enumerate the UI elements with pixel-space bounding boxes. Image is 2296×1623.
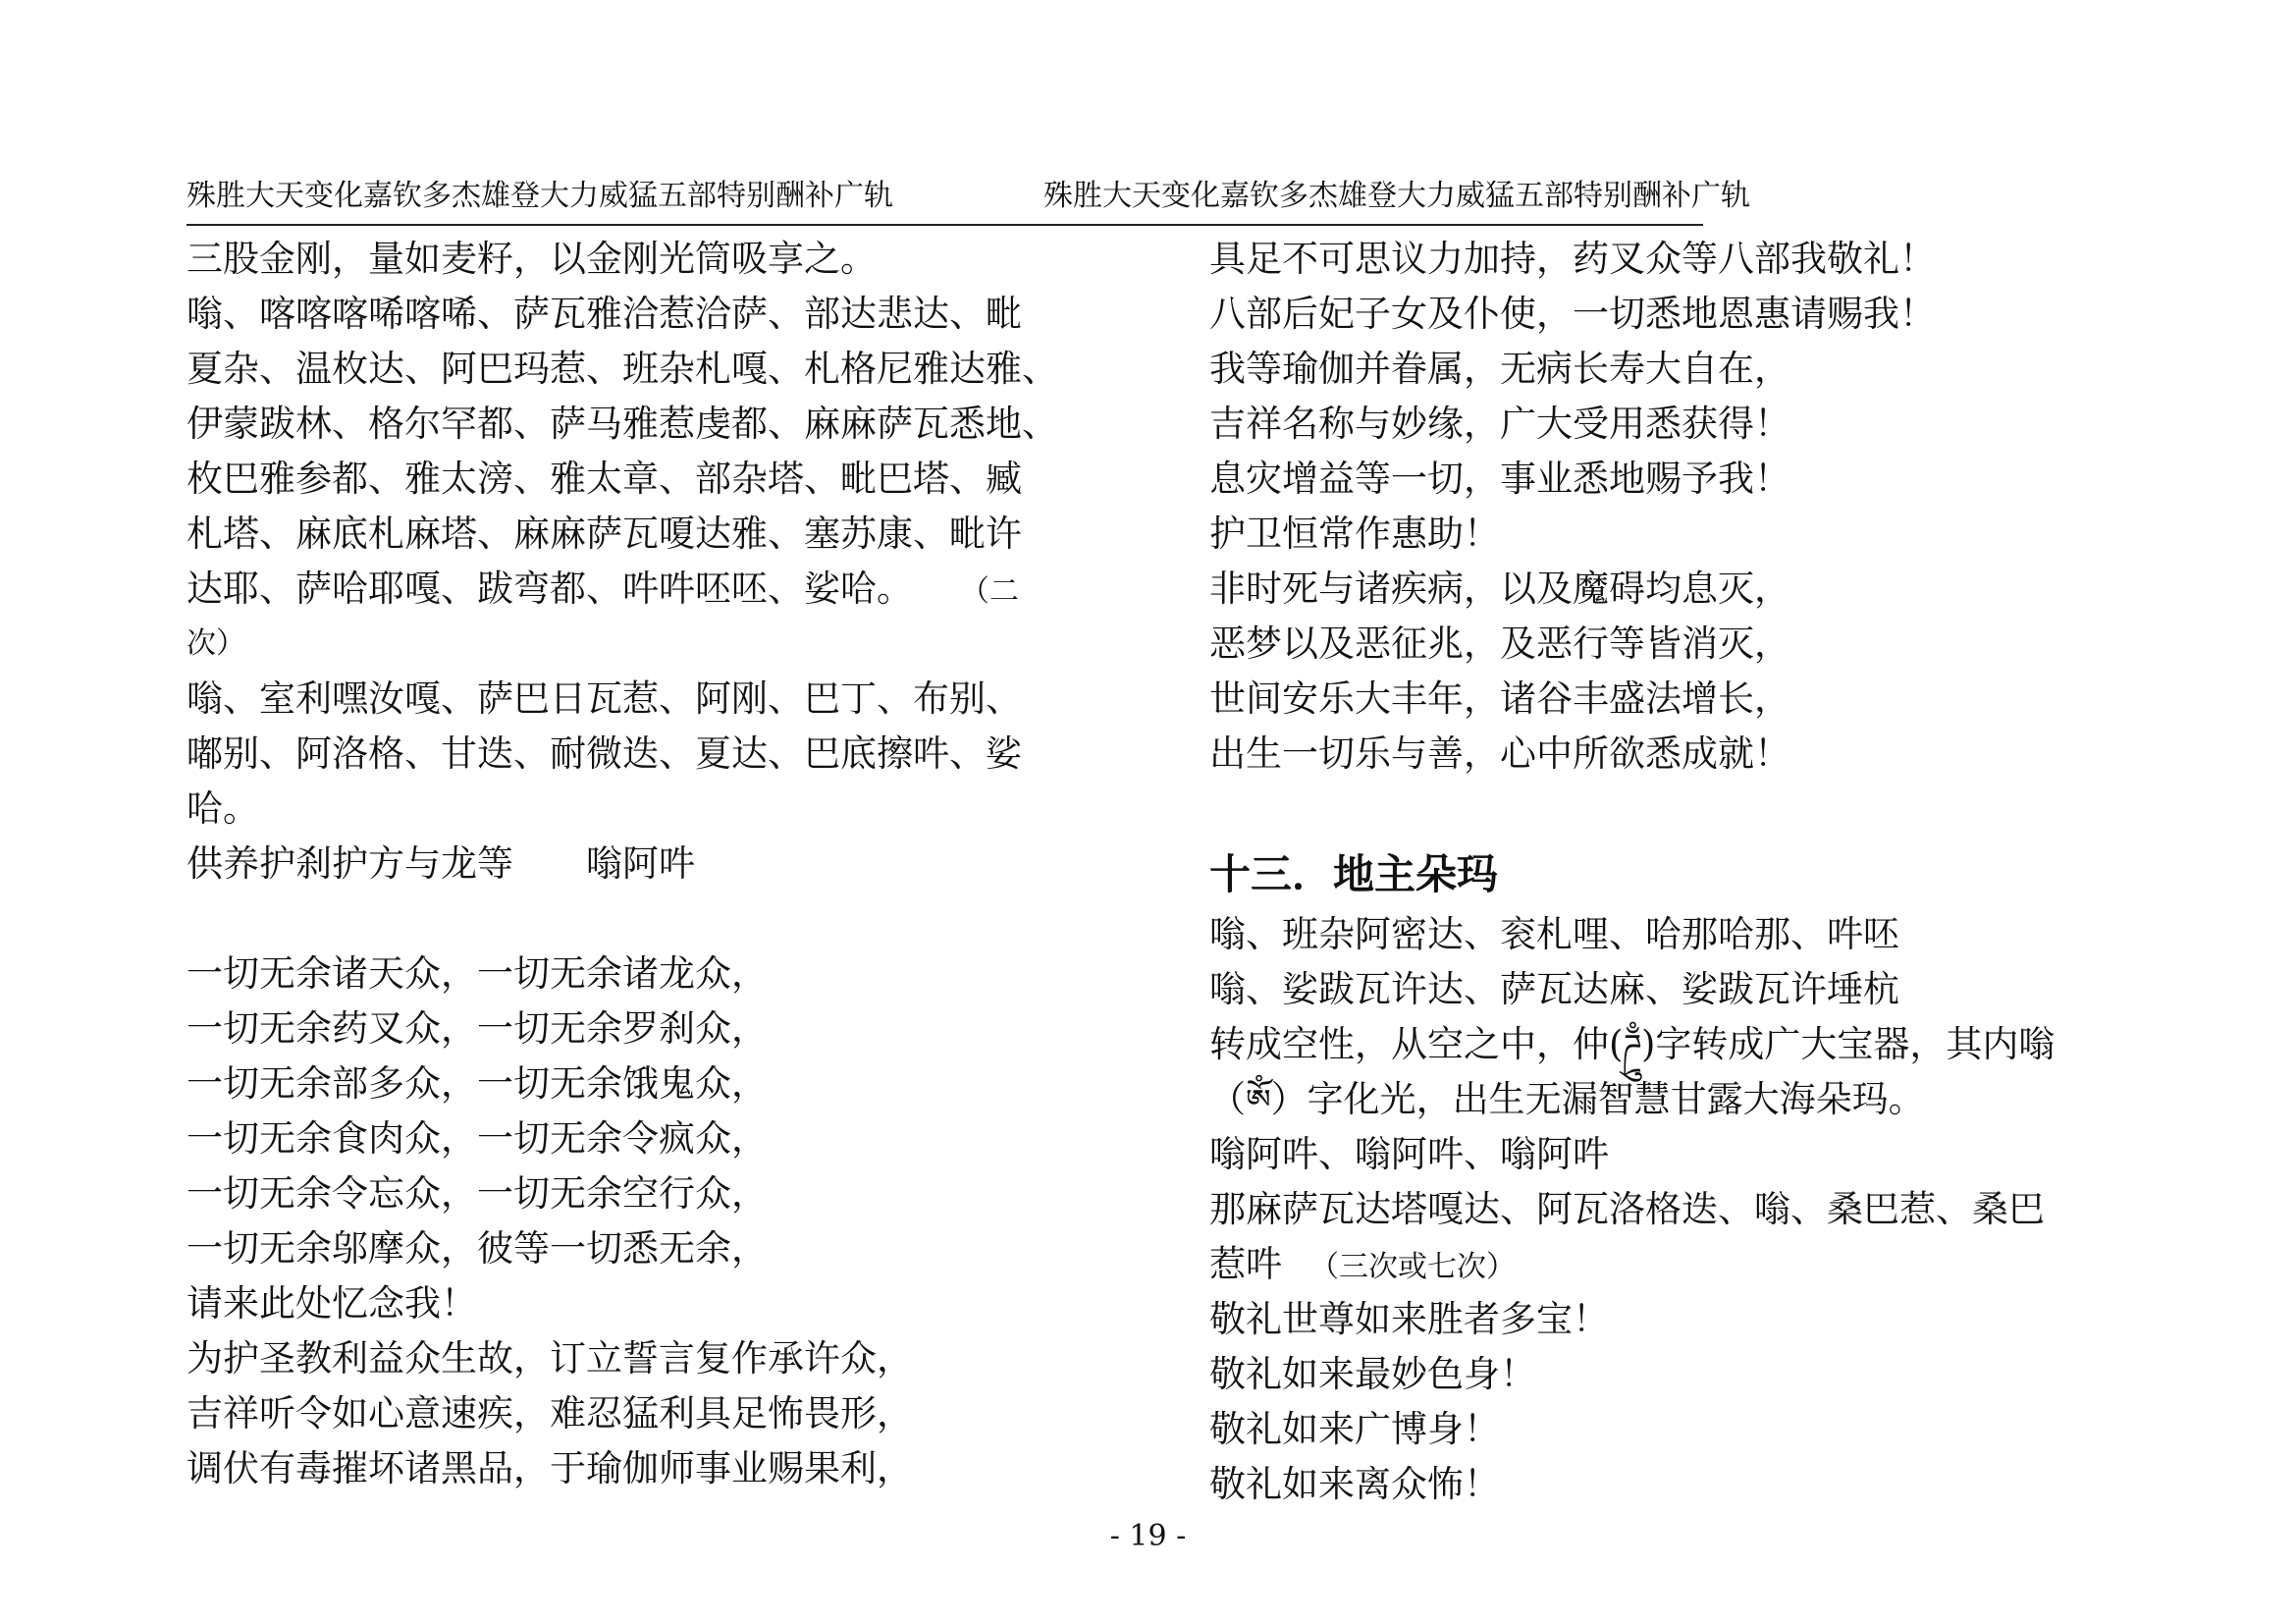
- verse-line: 调伏有毒摧坏诸黑品，于瑜伽师事业赐果利，: [187, 1447, 913, 1489]
- verse-line: 出生一切乐与善，心中所欲悉成就！: [1209, 732, 1790, 775]
- left-column: [187, 232, 1080, 1496]
- verse-line: 吉祥名称与妙缘，广大受用悉获得！: [1209, 403, 1790, 445]
- visualization-line: [1209, 1072, 2142, 1127]
- verse-line: 八部后妃子女及仆使，一切悉地恩惠请赐我！: [1209, 293, 1936, 335]
- recitation-note: （二: [960, 574, 1019, 609]
- blank-line: [187, 892, 1080, 947]
- mantra-line: 那麻萨瓦达塔嘎达、阿瓦洛格迭、嗡、桑巴惹、桑巴: [1209, 1188, 2045, 1230]
- section-heading: 十三．地主朵玛: [1209, 850, 1499, 898]
- mantra-line: 嗡、喀喀喀唏喀唏、萨瓦雅洽惹洽萨、部达悲达、毗: [187, 293, 1022, 335]
- mantra-line: 哈。: [187, 787, 259, 830]
- mantra-line: 夏杂、温枚达、阿巴玛惹、班杂札嘎、札格尼雅达雅、: [187, 348, 1058, 390]
- mantra-line: 札塔、麻底札麻塔、麻麻萨瓦嗄达雅、塞苏康、毗许: [187, 513, 1022, 555]
- visualization-text: )字转成广大宝器，其内嗡: [1640, 1023, 2056, 1065]
- verse-line: 非时死与诸疾病，以及魔碍均息灭，: [1209, 568, 1790, 610]
- mantra-line: [187, 562, 1080, 617]
- visualization-line: [1209, 1017, 2142, 1072]
- text-line: 三股金刚，量如麦籽，以金刚光筒吸享之。: [187, 238, 877, 280]
- mantra-line: 嗡阿吽、嗡阿吽、嗡阿吽: [1209, 1133, 1609, 1175]
- tibetan-syllable-drum: ཌྲུྃ: [1623, 1027, 1641, 1064]
- verse-line: 一切无余药叉众，一切无余罗刹众，: [187, 1007, 768, 1050]
- verse-line: 吉祥听令如心意速疾，难忍猛利具足怖畏形，: [187, 1392, 913, 1434]
- blank-line: [1209, 782, 2142, 842]
- offering-line: [187, 837, 1080, 892]
- mantra-line: [1209, 1237, 2142, 1292]
- tibetan-syllable-om: ཨོཾ: [1246, 1082, 1271, 1119]
- verse-line: 一切无余部多众，一切无余饿鬼众，: [187, 1062, 768, 1105]
- mantra-line: 嗡、娑跋瓦许达、萨瓦达麻、娑跋瓦许埵杭: [1209, 968, 1899, 1010]
- homage-line: 敬礼如来离众怖！: [1209, 1463, 1500, 1505]
- verse-line: 护卫恒常作惠助！: [1209, 513, 1500, 555]
- visualization-text: （: [1209, 1078, 1246, 1120]
- verse-line: 为护圣教利益众生故，订立誓言复作承许众，: [187, 1337, 913, 1380]
- verse-line: 一切无余邬摩众，彼等一切悉无余，: [187, 1227, 768, 1270]
- verse-line: 一切无余诸天众，一切无余诸龙众，: [187, 952, 768, 995]
- verse-line: 我等瑜伽并眷属，无病长寿大自在，: [1209, 348, 1790, 390]
- mantra-text: 达耶、萨哈耶嘎、跋弯都、吽吽呸呸、娑哈。: [187, 568, 913, 610]
- verse-line: 息灾增益等一切，事业悉地赐予我！: [1209, 458, 1790, 500]
- verse-line: 一切无余令忘众，一切无余空行众，: [187, 1172, 768, 1215]
- homage-line: 敬礼如来最妙色身！: [1209, 1353, 1536, 1395]
- homage-line: 敬礼如来广博身！: [1209, 1408, 1500, 1450]
- mantra-line: 嗡、班杂阿密达、衮札哩、哈那哈那、吽呸: [1209, 913, 1899, 955]
- mantra-line: 伊蒙跋林、格尔罕都、萨马雅惹虔都、麻麻萨瓦悉地、: [187, 403, 1058, 445]
- running-header-right: 殊胜大天变化嘉钦多杰雄登大力威猛五部特别酬补广轨: [1043, 179, 1750, 213]
- recitation-note: （三次或七次）: [1309, 1250, 1516, 1284]
- visualization-text: ）字化光，出生无漏智慧甘露大海朵玛。: [1270, 1078, 1925, 1120]
- verse-line: 一切无余食肉众，一切无余令疯众，: [187, 1117, 768, 1160]
- mantra-line: 枚巴雅参都、雅太滂、雅太章、部杂塔、毗巴塔、臧: [187, 458, 1022, 500]
- header-rule: [187, 224, 1703, 226]
- verse-line: 恶梦以及恶征兆，及恶行等皆消灭，: [1209, 622, 1790, 665]
- offering-mantra: 嗡阿吽: [586, 842, 695, 885]
- mantra-line: 嘟别、阿洛格、甘迭、耐微迭、夏达、巴底擦吽、娑: [187, 732, 1022, 775]
- page-number: - 19 -: [1109, 1519, 1187, 1553]
- verse-line: 具足不可思议力加持，药叉众等八部我敬礼！: [1209, 238, 1936, 280]
- recitation-note-continued: 次）: [187, 626, 245, 661]
- right-column: [1209, 232, 2142, 1512]
- running-header-left: 殊胜大天变化嘉钦多杰雄登大力威猛五部特别酬补广轨: [187, 179, 893, 213]
- verse-line: 请来此处忆念我！: [187, 1282, 477, 1325]
- mantra-line: 嗡、室利嘿汝嘎、萨巴日瓦惹、阿刚、巴丁、布别、: [187, 677, 1022, 720]
- offering-text: 供养护刹护方与龙等: [187, 842, 513, 885]
- mantra-text: 惹吽: [1209, 1243, 1282, 1285]
- homage-line: 敬礼世尊如来胜者多宝！: [1209, 1298, 1609, 1340]
- verse-line: 世间安乐大丰年，诸谷丰盛法增长，: [1209, 677, 1790, 720]
- visualization-text: 转成空性，从空之中，仲(: [1209, 1023, 1624, 1065]
